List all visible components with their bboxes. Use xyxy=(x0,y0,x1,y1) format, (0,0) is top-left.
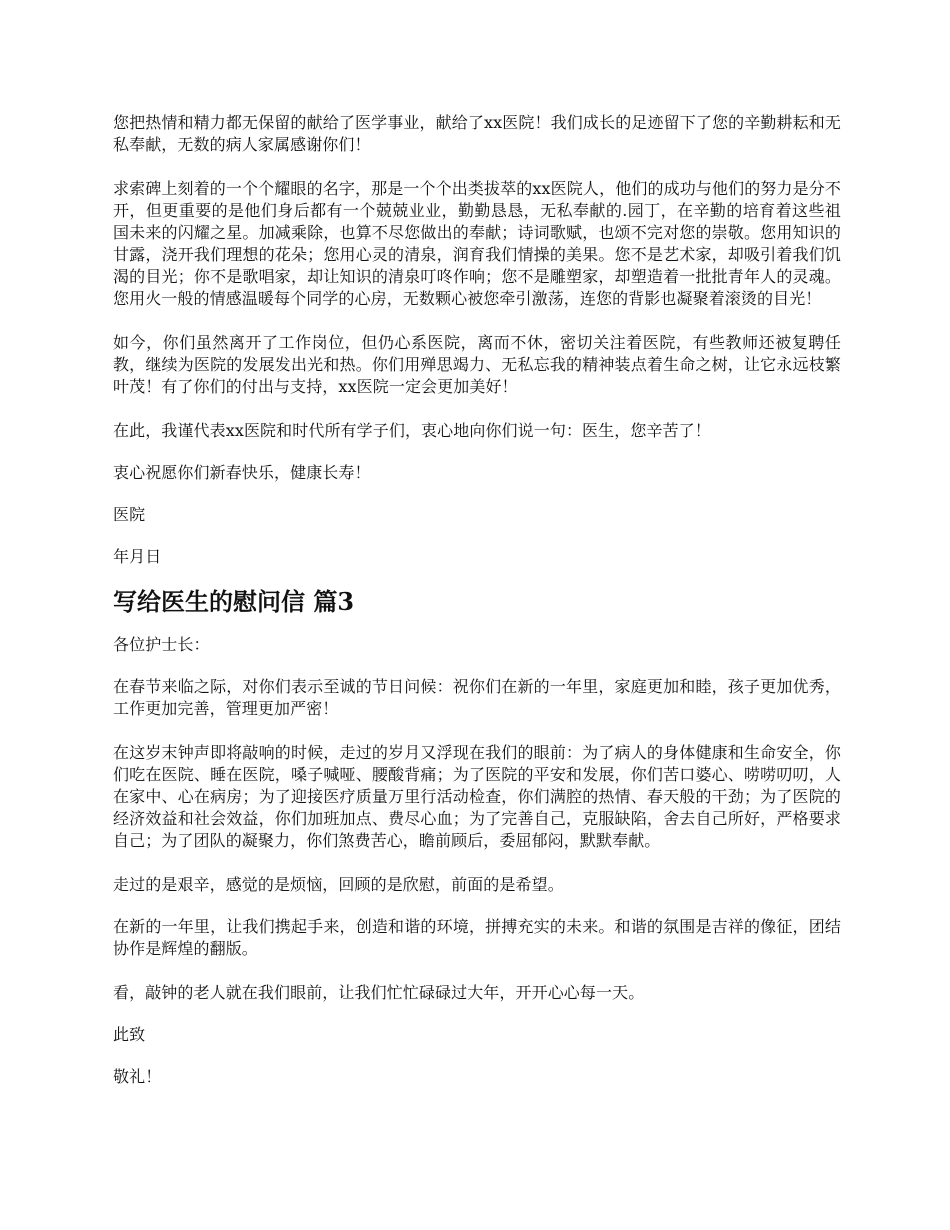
paragraph-thanks: 在此，我谨代表xx医院和时代所有学子们，衷心地向你们说一句：医生，您辛苦了！ xyxy=(113,421,711,440)
signature-hospital: 医院 xyxy=(113,505,146,524)
paragraph-retirement: 如今，你们虽然离开了工作岗位，但仍心系医院，离而不休，密切关注着医院，有些教师还被复聘任教，继续为医院的发展发出光和热。你们用殚思竭力、无私忘我的精神装点着生命之树，让它永远枝繁叶茂！有了你们的付出与支持，xx医院一定会更加美好！ xyxy=(113,333,841,396)
paragraph-new-year: 在新的一年里，让我们携起手来，创造和谐的环境，拼搏充实的未来。和谐的氛围是吉祥的像征，团结协作是辉煌的翻版。 xyxy=(113,917,841,958)
salutation: 各位护士长： xyxy=(113,635,210,654)
paragraph-wishes: 衷心祝愿你们新春快乐，健康长寿！ xyxy=(113,463,371,482)
paragraph-hope: 走过的是艰辛，感觉的是烦恼，回顾的是欣慰，前面的是希望。 xyxy=(113,875,564,894)
closing-salute: 敬礼！ xyxy=(113,1067,162,1086)
paragraph-bell: 看，敲钟的老人就在我们眼前，让我们忙忙碌碌过大年，开开心心每一天。 xyxy=(113,983,645,1002)
signature-date: 年月日 xyxy=(113,547,162,566)
section-heading: 写给医生的慰问信 篇3 xyxy=(113,587,355,616)
paragraph-greetings: 在春节来临之际，对你们表示至诚的节日问候：祝你们在新的一年里，家庭更加和睦，孩子更加优秀，工作更加完善，管理更加严密！ xyxy=(113,677,841,718)
paragraph-year-review: 在这岁末钟声即将敲响的时候，走过的岁月又浮现在我们的眼前：为了病人的身体健康和生命安全，你们吃在医院、睡在医院，嗓子喊哑、腰酸背痛；为了医院的平安和发展，你们苦口婆心、唠唠叨叨，人在家中、心在病房；为了迎接医疗质量万里行活动检查，你们满腔的热情、春天般的干劲；为了医院的经济效益和社会效益，你们加班加点、费尽心血；为了完善自己，克服缺陷，舍去自己所好，严格要求自己；为了团队的凝聚力，你们煞费苦心，瞻前顾后，委屈郁闷，默默奉献。 xyxy=(113,743,841,850)
paragraph-dedication: 您把热情和精力都无保留的献给了医学事业，献给了xx医院！我们成长的足迹留下了您的辛勤耕耘和无私奉献，无数的病人家属感谢你们！ xyxy=(113,113,841,154)
closing-regards: 此致 xyxy=(113,1025,146,1044)
document-page xyxy=(113,112,841,1088)
paragraph-honor-wall: 求索碑上刻着的一个个耀眼的名字，那是一个个出类拔萃的xx医院人，他们的成功与他们的努力是分不开，但更重要的是他们身后都有一个兢兢业业，勤勤恳恳，无私奉献的.园丁，在辛勤的培育着这些祖国未来的闪耀之星。加减乘除，也算不尽您做出的奉献；诗词歌赋，也颂不完对您的崇敬。您用知识的甘露，浇开我们理想的花朵；您用心灵的清泉，润育我们情操的美果。您不是艺术家，却吸引着我们饥渴的目光；你不是歌唱家，却让知识的清泉叮咚作响；您不是雕塑家，却塑造着一批批青年人的灵魂。您用火一般的情感温暖每个同学的心房，无数颗心被您牵引激荡，连您的背影也凝聚着滚烫的目光！ xyxy=(113,179,841,308)
